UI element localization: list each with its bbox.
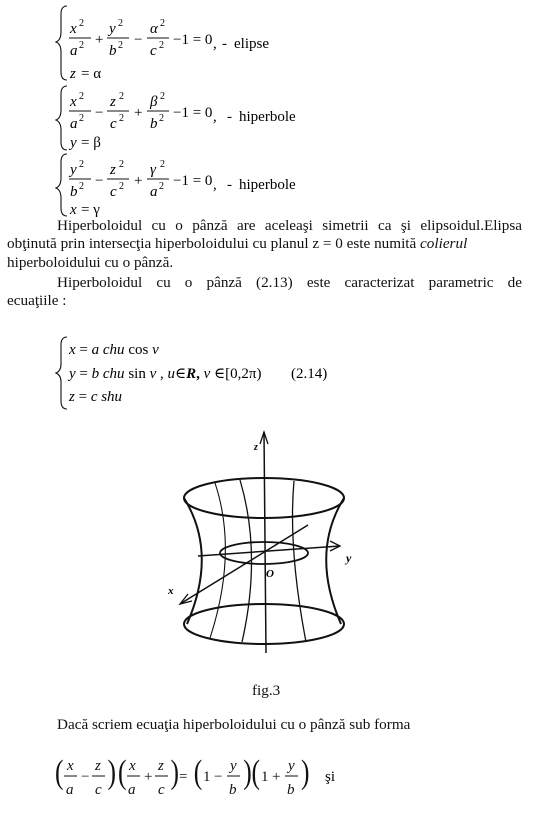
svg-text:= γ: = γ: [81, 202, 100, 218]
svg-text:z: z: [95, 758, 101, 774]
svg-text:2: 2: [159, 181, 164, 192]
svg-text:a: a: [128, 782, 136, 798]
svg-text:b: b: [150, 116, 158, 132]
svg-text:a: a: [70, 43, 78, 59]
svg-text:(: (: [118, 752, 127, 791]
right-contour: [326, 498, 344, 624]
svg-text:b: b: [109, 43, 117, 59]
figure-caption: fig.3: [252, 682, 281, 699]
svg-text:2: 2: [79, 40, 84, 51]
svg-text:z: z: [70, 66, 76, 82]
equation-number: (2.14): [291, 366, 328, 382]
svg-text:−: −: [81, 769, 90, 785]
svg-text:b: b: [229, 782, 237, 798]
svg-text:z = c shu: z = c shu: [69, 389, 123, 405]
svg-text:b: b: [287, 782, 295, 798]
svg-text:+: +: [134, 173, 143, 189]
paragraph-1-line-1: Hiperboloidul cu o pânză are aceleaşi simetrii ca şi elipsoidul.Elipsa: [57, 217, 522, 234]
svg-text:2: 2: [79, 181, 84, 192]
origin-label: O: [266, 568, 274, 580]
svg-text:2: 2: [79, 113, 84, 124]
system-hyperbola-2: [55, 148, 355, 220]
svg-text:2: 2: [160, 159, 165, 170]
svg-text:(: (: [55, 752, 64, 791]
x-axis-label: x: [168, 585, 174, 597]
svg-text:(: (: [193, 752, 203, 791]
z-axis-label: z: [254, 442, 258, 453]
svg-text:2: 2: [79, 18, 84, 29]
svg-text:2: 2: [79, 159, 84, 170]
left-brace: [56, 6, 67, 80]
svg-text:y: y: [230, 758, 237, 774]
svg-text:2: 2: [160, 18, 165, 29]
svg-text:γ: γ: [150, 162, 156, 178]
svg-text:−: −: [95, 105, 104, 121]
paragraph-2-line-2: ecuaţiile :: [7, 292, 67, 309]
left-brace: [56, 86, 67, 150]
svg-text:,: ,: [213, 177, 217, 193]
svg-text:−1 = 0: −1 = 0: [173, 173, 213, 189]
svg-text:β: β: [150, 94, 158, 110]
svg-text:1: 1: [203, 769, 211, 785]
svg-text:x = a chu cos v: x = a chu cos v: [69, 342, 159, 358]
svg-text:−1 = 0: −1 = 0: [173, 105, 213, 121]
svg-text:−: −: [95, 173, 104, 189]
svg-text:y: y: [109, 21, 116, 37]
svg-text:a: a: [150, 184, 158, 200]
svg-text:): ): [301, 752, 310, 791]
svg-text:y = b chu sin v , u∈R, v ∈[0,2: y = b chu sin v , u∈R, v ∈[0,2π): [69, 366, 262, 382]
svg-text:-: -: [227, 177, 232, 193]
svg-text:a: a: [70, 116, 78, 132]
y-axis: [198, 546, 340, 556]
svg-text:z: z: [110, 94, 116, 110]
factored-equation: [55, 749, 375, 807]
system-hyperbola-1: [55, 80, 355, 155]
svg-text:c: c: [110, 184, 117, 200]
paragraph-1-line-3: hiperboloidului cu o pânză.: [7, 254, 174, 271]
svg-text:=: =: [179, 769, 188, 785]
system-ellipse: [55, 2, 355, 84]
svg-text:+: +: [144, 769, 153, 785]
svg-text:−: −: [134, 32, 143, 48]
svg-text:-: -: [227, 109, 232, 125]
svg-text:y: y: [288, 758, 295, 774]
svg-text:α: α: [150, 21, 158, 37]
svg-text:2: 2: [119, 181, 124, 192]
svg-text:= β: = β: [81, 135, 101, 151]
svg-text:c: c: [150, 43, 157, 59]
paragraph-3: Dacă scriem ecuaţia hiperboloidului cu o pânză sub forma: [57, 716, 411, 733]
svg-text:c: c: [158, 782, 165, 798]
svg-text:(: (: [251, 752, 260, 791]
svg-text:y: y: [70, 162, 77, 178]
svg-text:+: +: [272, 769, 281, 785]
svg-text:x: x: [70, 202, 77, 218]
svg-text:2: 2: [119, 159, 124, 170]
svg-text:−: −: [214, 769, 223, 785]
svg-text:z: z: [110, 162, 116, 178]
svg-text:-: -: [222, 36, 227, 52]
svg-text:,: ,: [213, 109, 217, 125]
svg-text:−1 = 0: −1 = 0: [173, 32, 213, 48]
svg-text:2: 2: [118, 18, 123, 29]
parametric-system: [55, 333, 385, 413]
hyperboloid-figure: [160, 428, 375, 658]
left-brace: [56, 337, 67, 409]
colier-term: colierul: [420, 235, 468, 252]
svg-text:2: 2: [119, 91, 124, 102]
svg-text:): ): [243, 752, 252, 791]
svg-text:x: x: [67, 758, 74, 774]
svg-text:x: x: [70, 21, 77, 37]
svg-text:a: a: [66, 782, 74, 798]
svg-text:+: +: [95, 32, 104, 48]
svg-text:+: +: [134, 105, 143, 121]
left-brace: [56, 154, 67, 216]
svg-text:x: x: [70, 94, 77, 110]
svg-text:): ): [107, 752, 116, 791]
svg-text:x: x: [129, 758, 136, 774]
svg-text:2: 2: [119, 113, 124, 124]
paragraph-1-line-2: obţinută prin intersecţia hiperboloidului cu planul z = 0 este numită colierul: [7, 235, 468, 252]
svg-text:2: 2: [159, 113, 164, 124]
paragraph-2-line-1: Hiperboloidul cu o pânză (2.13) este caracterizat parametric de: [57, 274, 522, 291]
svg-text:,: ,: [213, 36, 217, 52]
system-2-type: hiperbole: [239, 109, 296, 125]
y-axis-label: y: [346, 551, 352, 565]
svg-text:1: 1: [261, 769, 269, 785]
svg-text:2: 2: [79, 91, 84, 102]
svg-text:): ): [170, 752, 179, 791]
svg-text:2: 2: [160, 91, 165, 102]
svg-text:y: y: [70, 135, 77, 151]
svg-text:= α: = α: [81, 66, 102, 82]
svg-text:c: c: [95, 782, 102, 798]
system-1-type: elipse: [234, 36, 269, 52]
svg-text:2: 2: [118, 40, 123, 51]
system-3-type: hiperbole: [239, 177, 296, 193]
svg-text:c: c: [110, 116, 117, 132]
svg-text:z: z: [158, 758, 164, 774]
svg-text:2: 2: [159, 40, 164, 51]
bottom-ellipse: [184, 604, 344, 644]
svg-text:b: b: [70, 184, 78, 200]
left-contour: [184, 498, 202, 624]
and-word: şi: [325, 769, 336, 785]
